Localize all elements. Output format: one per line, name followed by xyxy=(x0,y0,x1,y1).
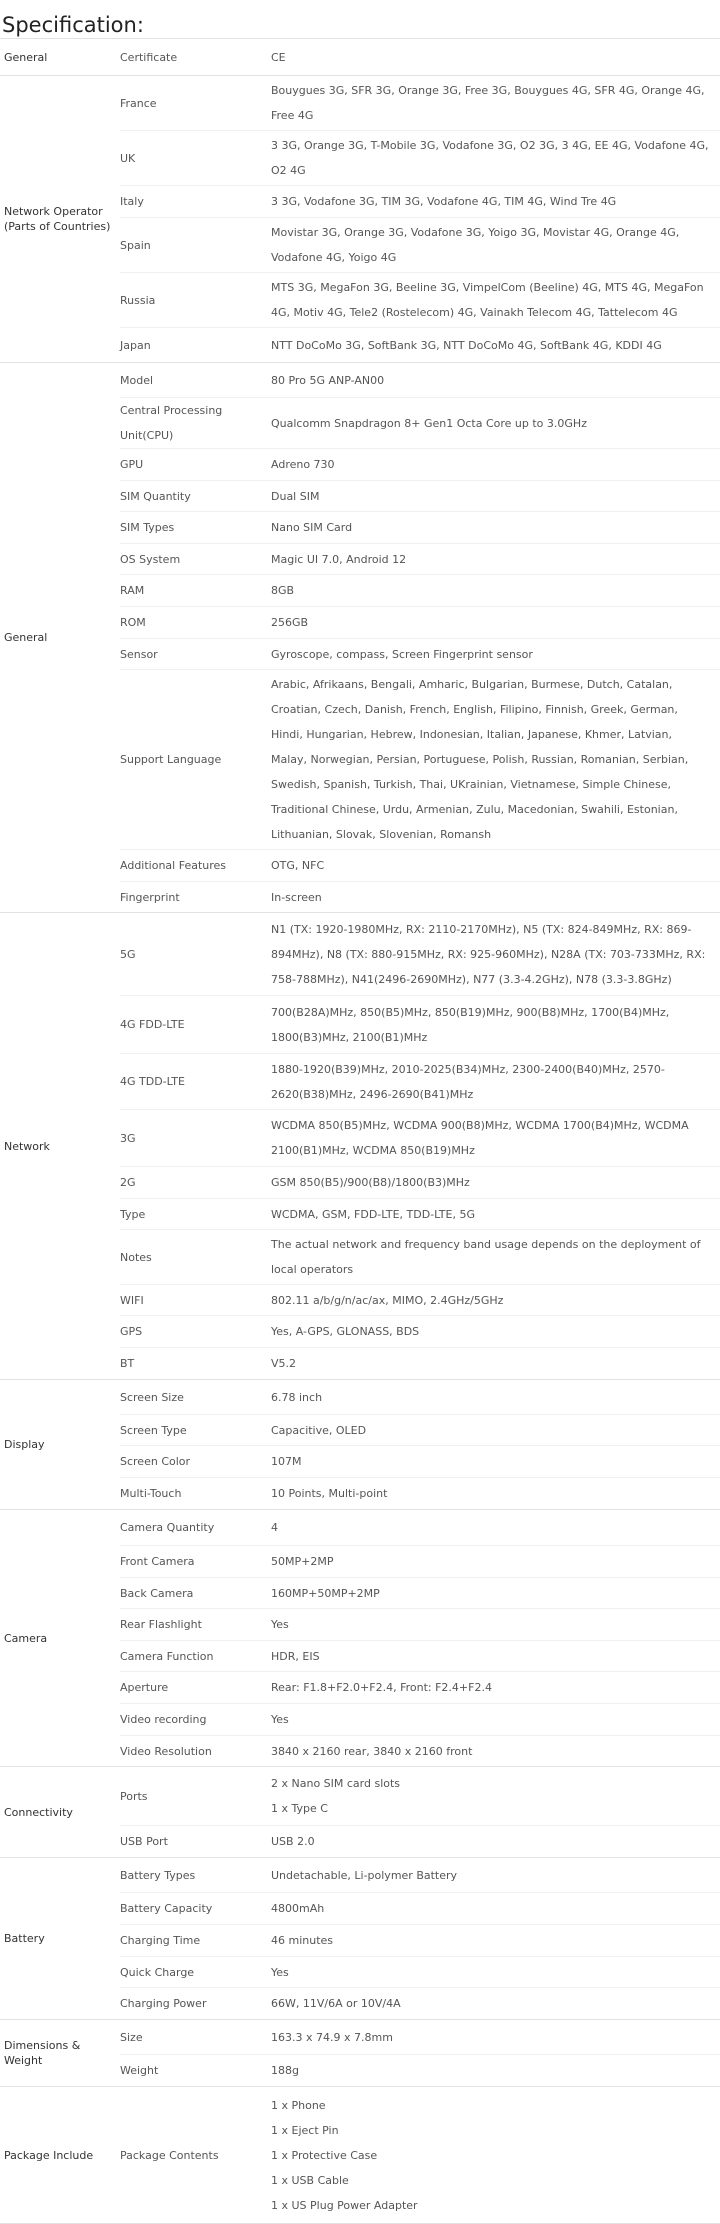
spec-value: MTS 3G, MegaFon 3G, Beeline 3G, VimpelCom (Beeline) 4G, MTS 4G, MegaFon 4G, Motiv 4G, Tele2 (Rostelecom) 4G, Vainakh Telecom 4G, Tattelecom 4G xyxy=(271,273,720,328)
spec-value-line: 2 x Nano SIM card slots xyxy=(271,1777,401,1790)
spec-key: SIM Quantity xyxy=(120,481,271,512)
spec-value: WCDMA 850(B5)MHz, WCDMA 900(B8)MHz, WCDMA 1700(B4)MHz, WCDMA 2100(B1)MHz, WCDMA 850(B19)MHz xyxy=(271,1110,720,1167)
spec-value: 66W, 11V/6A or 10V/4A xyxy=(271,1988,720,2020)
spec-value: Bouygues 3G, SFR 3G, Orange 3G, Free 3G, Bouygues 4G, SFR 4G, Orange 4G, Free 4G xyxy=(271,76,720,131)
spec-key: Camera Function xyxy=(120,1641,271,1672)
spec-group-label: Network xyxy=(0,913,120,1380)
spec-key: Battery Types xyxy=(120,1858,271,1893)
spec-key: Size xyxy=(120,2020,271,2055)
spec-key: Support Language xyxy=(120,670,271,850)
spec-key: Spain xyxy=(120,218,271,273)
spec-key: Package Contents xyxy=(120,2087,271,2224)
spec-row xyxy=(0,363,720,398)
spec-value: 4 xyxy=(271,1510,720,1546)
spec-group-label: Dimensions & Weight xyxy=(0,2020,120,2087)
spec-key: Screen Color xyxy=(120,1446,271,1478)
spec-key: Notes xyxy=(120,1230,271,1285)
spec-value: USB 2.0 xyxy=(271,1826,720,1858)
spec-row xyxy=(0,1510,720,1546)
spec-value: Magic UI 7.0, Android 12 xyxy=(271,544,720,575)
spec-value: Movistar 3G, Orange 3G, Vodafone 3G, Yoigo 3G, Movistar 4G, Orange 4G, Vodafone 4G, Yoigo 4G xyxy=(271,218,720,273)
spec-value: Capacitive, OLED xyxy=(271,1415,720,1446)
spec-key: Front Camera xyxy=(120,1546,271,1578)
spec-value: 80 Pro 5G ANP-AN00 xyxy=(271,363,720,398)
spec-value: Rear: F1.8+F2.0+F2.4, Front: F2.4+F2.4 xyxy=(271,1672,720,1704)
spec-key: Fingerprint xyxy=(120,882,271,913)
spec-value: Yes, A-GPS, GLONASS, BDS xyxy=(271,1316,720,1348)
spec-key: Video Resolution xyxy=(120,1736,271,1767)
spec-value: CE xyxy=(271,39,720,76)
spec-value: 107M xyxy=(271,1446,720,1478)
spec-key: Charging Time xyxy=(120,1925,271,1957)
spec-key: 2G xyxy=(120,1167,271,1199)
spec-key: Additional Features xyxy=(120,850,271,882)
spec-value: 46 minutes xyxy=(271,1925,720,1957)
spec-key: GPS xyxy=(120,1316,271,1348)
spec-row xyxy=(0,39,720,76)
spec-group-label: General xyxy=(0,39,120,76)
spec-value-line: 1 x Phone xyxy=(271,2098,326,2112)
spec-value: 1880-1920(B39)MHz, 2010-2025(B34)MHz, 2300-2400(B40)MHz, 2570-2620(B38)MHz, 2496-2690(B41)MHz xyxy=(271,1054,720,1110)
spec-key: Multi-Touch xyxy=(120,1478,271,1510)
spec-key: SIM Types xyxy=(120,512,271,544)
spec-value: The actual network and frequency band usage depends on the deployment of local operators xyxy=(271,1230,720,1285)
spec-key: GPU xyxy=(120,449,271,481)
spec-value: Nano SIM Card xyxy=(271,512,720,544)
spec-value: Arabic, Afrikaans, Bengali, Amharic, Bulgarian, Burmese, Dutch, Catalan, Croatian, Czech, Danish, French, English, Filipino, Finnish, Greek, German, Hindi, Hungarian, Hebrew, Indonesian, Italian, Japanese, Khmer, Latvian, Malay, Norwegian, Persian, Portuguese, Polish, Russian, Romanian, Serbian, Swedish, Spanish, Turkish, Thai, UKrainian, Vietnamese, Simple Chinese, Traditional Chinese, Urdu, Armenian, Zulu, Macedonian, Swahili, Estonian, Lithuanian, Slovak, Slovenian, Romansh xyxy=(271,670,720,850)
spec-value-line: 1 x US Plug Power Adapter xyxy=(271,2198,418,2212)
spec-key: Camera Quantity xyxy=(120,1510,271,1546)
spec-value: 4800mAh xyxy=(271,1893,720,1925)
spec-value: Yes xyxy=(271,1609,720,1641)
spec-value: 3 3G, Orange 3G, T-Mobile 3G, Vodafone 3G, O2 3G, 3 4G, EE 4G, Vodafone 4G, O2 4G xyxy=(271,131,720,186)
spec-value: WCDMA, GSM, FDD-LTE, TDD-LTE, 5G xyxy=(271,1199,720,1230)
spec-group-label: Battery xyxy=(0,1858,120,2020)
spec-key: Central Processing Unit(CPU) xyxy=(120,398,271,449)
spec-key: 3G xyxy=(120,1110,271,1167)
spec-value: OTG, NFC xyxy=(271,850,720,882)
spec-key: Screen Type xyxy=(120,1415,271,1446)
spec-value: 50MP+2MP xyxy=(271,1546,720,1578)
spec-value: Undetachable, Li-polymer Battery xyxy=(271,1858,720,1893)
spec-key: Russia xyxy=(120,273,271,328)
spec-value: HDR, EIS xyxy=(271,1641,720,1672)
spec-value: NTT DoCoMo 3G, SoftBank 3G, NTT DoCoMo 4G, SoftBank 4G, KDDI 4G xyxy=(271,328,720,363)
spec-key: BT xyxy=(120,1348,271,1380)
spec-key: 4G TDD-LTE xyxy=(120,1054,271,1110)
spec-group-label: General xyxy=(0,363,120,913)
spec-value: N1 (TX: 1920-1980MHz, RX: 2110-2170MHz), N5 (TX: 824-849MHz, RX: 869-894MHz), N8 (TX: 880-915MHz, RX: 925-960MHz), N28A (TX: 703-733MHz, RX: 758-788MHz), N41(2496-2690MHz), N77 (3.3-4.2GHz), N78 (3.3-3.8GHz) xyxy=(271,913,720,996)
spec-value: Qualcomm Snapdragon 8+ Gen1 Octa Core up to 3.0GHz xyxy=(271,398,720,449)
spec-value: Yes xyxy=(271,1957,720,1988)
spec-row xyxy=(0,1858,720,1893)
spec-key: Charging Power xyxy=(120,1988,271,2020)
spec-key: Back Camera xyxy=(120,1578,271,1609)
spec-key: Ports xyxy=(120,1767,271,1826)
spec-value: V5.2 xyxy=(271,1348,720,1380)
spec-value-line: 1 x Eject Pin xyxy=(271,2123,339,2137)
spec-value: Yes xyxy=(271,1704,720,1736)
spec-key: Certificate xyxy=(120,39,271,76)
spec-value xyxy=(271,2087,720,2224)
spec-key: ROM xyxy=(120,607,271,639)
spec-value: 160MP+50MP+2MP xyxy=(271,1578,720,1609)
spec-value: 802.11 a/b/g/n/ac/ax, MIMO, 2.4GHz/5GHz xyxy=(271,1285,720,1316)
spec-row xyxy=(0,76,720,131)
spec-value: In-screen xyxy=(271,882,720,913)
spec-key: 4G FDD-LTE xyxy=(120,996,271,1054)
spec-value xyxy=(271,1767,720,1826)
spec-value: 3 3G, Vodafone 3G, TIM 3G, Vodafone 4G, TIM 4G, Wind Tre 4G xyxy=(271,186,720,218)
spec-row xyxy=(0,913,720,996)
spec-group-label: Connectivity xyxy=(0,1767,120,1858)
spec-key: Battery Capacity xyxy=(120,1893,271,1925)
spec-key: France xyxy=(120,76,271,131)
spec-key: Video recording xyxy=(120,1704,271,1736)
spec-group-label: Package Include xyxy=(0,2087,120,2224)
spec-value: GSM 850(B5)/900(B8)/1800(B3)MHz xyxy=(271,1167,720,1199)
spec-value: Adreno 730 xyxy=(271,449,720,481)
spec-key: WIFI xyxy=(120,1285,271,1316)
spec-key: OS System xyxy=(120,544,271,575)
spec-value: 188g xyxy=(271,2055,720,2087)
spec-value: 163.3 x 74.9 x 7.8mm xyxy=(271,2020,720,2055)
spec-value: 6.78 inch xyxy=(271,1380,720,1415)
spec-key: UK xyxy=(120,131,271,186)
spec-group-label: Display xyxy=(0,1380,120,1510)
spec-row xyxy=(0,1380,720,1415)
spec-value-line: 1 x Type C xyxy=(271,1802,328,1815)
spec-key: Screen Size xyxy=(120,1380,271,1415)
spec-value: Gyroscope, compass, Screen Fingerprint sensor xyxy=(271,639,720,670)
spec-row xyxy=(0,1767,720,1826)
spec-value: 10 Points, Multi-point xyxy=(271,1478,720,1510)
spec-group-label: Network Operator (Parts of Countries) xyxy=(0,76,120,363)
spec-row xyxy=(0,2020,720,2055)
spec-value: 8GB xyxy=(271,575,720,607)
spec-value: Dual SIM xyxy=(271,481,720,512)
spec-table xyxy=(0,38,720,2224)
spec-group-label: Camera xyxy=(0,1510,120,1767)
spec-key: USB Port xyxy=(120,1826,271,1858)
spec-key: Sensor xyxy=(120,639,271,670)
spec-key: Type xyxy=(120,1199,271,1230)
spec-value-line: 1 x Protective Case xyxy=(271,2148,378,2162)
spec-value-line: 1 x USB Cable xyxy=(271,2173,349,2187)
spec-value: 3840 x 2160 rear, 3840 x 2160 front xyxy=(271,1736,720,1767)
spec-key: Model xyxy=(120,363,271,398)
spec-key: Italy xyxy=(120,186,271,218)
spec-key: Japan xyxy=(120,328,271,363)
spec-key: RAM xyxy=(120,575,271,607)
spec-value: 700(B28A)MHz, 850(B5)MHz, 850(B19)MHz, 900(B8)MHz, 1700(B4)MHz, 1800(B3)MHz, 2100(B1)MHz xyxy=(271,996,720,1054)
spec-key: Quick Charge xyxy=(120,1957,271,1988)
spec-value: 256GB xyxy=(271,607,720,639)
spec-key: Rear Flashlight xyxy=(120,1609,271,1641)
spec-key: Aperture xyxy=(120,1672,271,1704)
spec-row xyxy=(0,2087,720,2224)
spec-key: 5G xyxy=(120,913,271,996)
page-title: Specification: xyxy=(2,13,144,37)
spec-key: Weight xyxy=(120,2055,271,2087)
